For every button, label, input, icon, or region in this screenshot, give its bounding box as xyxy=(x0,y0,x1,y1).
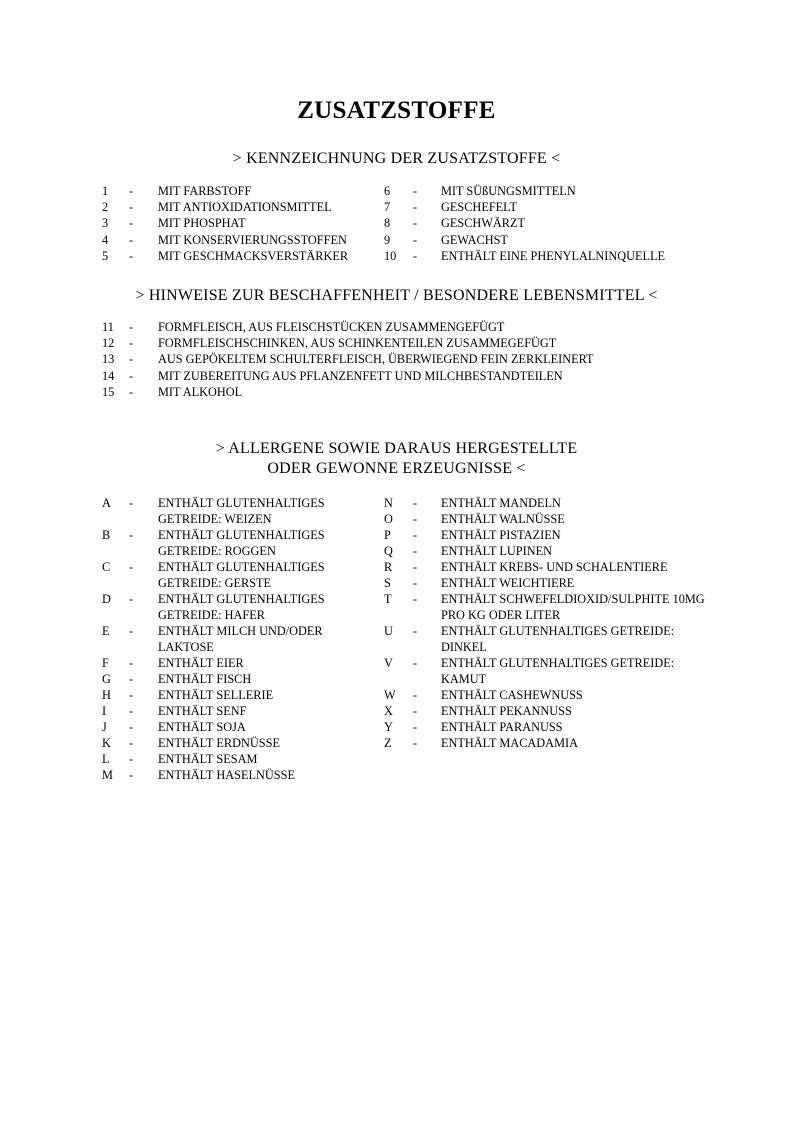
item-key: Z xyxy=(384,736,392,750)
item-key: 5 xyxy=(102,248,109,263)
item-text: GESCHWÄRZT xyxy=(441,216,526,231)
item-key: 12 xyxy=(102,336,115,351)
item-text: MIT ZUBEREITUNG AUS PFLANZENFETT UND MILCHBESTANDTEILEN xyxy=(158,368,563,383)
item-text: GETREIDE: ROGGEN xyxy=(158,544,276,558)
allergene-heading-line1: > ALLERGENE SOWIE DARAUS HERGESTELLTE xyxy=(215,440,578,457)
item-separator: - xyxy=(129,768,134,782)
item-separator: - xyxy=(413,688,418,702)
item-key: M xyxy=(102,768,113,782)
item-separator: - xyxy=(129,704,134,718)
item-text: ENTHÄLT LUPINEN xyxy=(441,544,553,558)
item-text: ENTHÄLT ERDNÜSSE xyxy=(158,736,280,750)
item-text: GESCHEFELT xyxy=(441,200,518,215)
item-key: Q xyxy=(384,544,393,558)
item-separator: - xyxy=(413,184,418,198)
item-separator: - xyxy=(413,656,418,670)
item-text: ENTHÄLT CASHEWNUSS xyxy=(441,688,583,702)
item-separator: - xyxy=(129,528,134,542)
item-key: 8 xyxy=(384,216,391,231)
item-text: ENTHÄLT SOJA xyxy=(158,720,246,734)
item-text: ENTHÄLT WEICHTIERE xyxy=(441,576,575,590)
item-text: PRO KG ODER LITER xyxy=(441,608,561,622)
item-key: 13 xyxy=(102,352,115,367)
item-separator: - xyxy=(413,704,418,718)
item-text: GETREIDE: WEIZEN xyxy=(158,512,272,526)
item-text: FORMFLEISCH, AUS FLEISCHSTÜCKEN ZUSAMMENGEFÜGT xyxy=(158,320,505,334)
item-text: DINKEL xyxy=(441,640,487,654)
item-text: ENTHÄLT SENF xyxy=(158,704,247,718)
item-text: MIT SÜßUNGSMITTELN xyxy=(441,184,576,198)
item-key: H xyxy=(102,688,111,702)
item-separator: - xyxy=(129,384,134,399)
item-separator: - xyxy=(413,576,418,590)
item-text: MIT GESCHMACKSVERSTÄRKER xyxy=(158,248,349,263)
item-key: N xyxy=(384,496,393,510)
item-text: ENTHÄLT GLUTENHALTIGES xyxy=(158,592,325,606)
item-separator: - xyxy=(413,528,418,542)
item-text: ENTHÄLT EINE PHENYLALNINQUELLE xyxy=(441,248,666,263)
item-key: 2 xyxy=(102,200,109,215)
item-key: T xyxy=(384,592,392,606)
item-key: 10 xyxy=(384,248,397,263)
item-text: ENTHÄLT KREBS- UND SCHALENTIERE xyxy=(441,560,668,574)
item-separator: - xyxy=(129,560,134,574)
item-separator: - xyxy=(129,656,134,670)
item-key: I xyxy=(102,704,107,718)
item-key: P xyxy=(384,528,391,542)
hinweise-heading: > HINWEISE ZUR BESCHAFFENHEIT / BESONDERE LEBENSMITTEL < xyxy=(135,287,658,304)
item-text: ENTHÄLT MANDELN xyxy=(441,496,561,510)
item-text: ENTHÄLT PARANUSS xyxy=(441,720,563,734)
item-key: U xyxy=(384,624,393,638)
item-key: X xyxy=(384,704,393,718)
item-separator: - xyxy=(413,560,418,574)
item-key: 4 xyxy=(102,232,109,247)
item-separator: - xyxy=(129,232,134,247)
item-text: ENTHÄLT GLUTENHALTIGES xyxy=(158,496,325,510)
item-text: ENTHÄLT MACADAMIA xyxy=(441,736,578,750)
item-separator: - xyxy=(129,352,134,367)
item-key: A xyxy=(102,496,111,510)
item-separator: - xyxy=(413,624,418,638)
item-text: GETREIDE: HAFER xyxy=(158,608,265,622)
item-text: ENTHÄLT SELLERIE xyxy=(158,688,274,702)
item-key: L xyxy=(102,752,110,766)
item-separator: - xyxy=(129,688,134,702)
item-separator: - xyxy=(413,248,418,263)
item-separator: - xyxy=(413,216,418,231)
item-separator: - xyxy=(413,200,418,215)
item-separator: - xyxy=(129,336,134,351)
item-key: 11 xyxy=(102,320,114,334)
item-text: MIT PHOSPHAT xyxy=(158,216,246,231)
item-text: MIT KONSERVIERUNGSSTOFFEN xyxy=(158,232,347,247)
item-text: ENTHÄLT PEKANNUSS xyxy=(441,704,572,718)
item-text: ENTHÄLT SESAM xyxy=(158,752,258,766)
item-separator: - xyxy=(413,232,418,247)
item-text: ENTHÄLT GLUTENHALTIGES xyxy=(158,528,325,542)
item-key: O xyxy=(384,512,393,526)
allergene-heading-line2: ODER GEWONNE ERZEUGNISSE < xyxy=(267,460,526,477)
item-separator: - xyxy=(129,184,134,198)
item-text: GEWACHST xyxy=(441,232,508,247)
item-separator: - xyxy=(129,592,134,606)
item-key: 14 xyxy=(102,368,115,383)
item-text: ENTHÄLT FISCH xyxy=(158,672,252,686)
item-key: F xyxy=(102,656,109,670)
item-text: MIT ALKOHOL xyxy=(158,384,243,399)
item-separator: - xyxy=(413,720,418,734)
item-separator: - xyxy=(129,672,134,686)
item-separator: - xyxy=(413,592,418,606)
item-separator: - xyxy=(129,200,134,215)
item-text: ENTHÄLT HASELNÜSSE xyxy=(158,768,295,782)
item-key: 6 xyxy=(384,184,391,198)
item-key: C xyxy=(102,560,111,574)
kennzeichnung-heading: > KENNZEICHNUNG DER ZUSATZSTOFFE < xyxy=(232,150,561,167)
item-text: AUS GEPÖKELTEM SCHULTERFLEISCH, ÜBERWIEGEND FEIN ZERKLEINERT xyxy=(158,352,594,367)
item-separator: - xyxy=(413,496,418,510)
item-key: 3 xyxy=(102,216,109,231)
item-key: 7 xyxy=(384,200,391,215)
item-separator: - xyxy=(413,736,418,750)
item-key: E xyxy=(102,624,110,638)
item-key: V xyxy=(384,656,393,670)
item-text: KAMUT xyxy=(441,672,487,686)
item-text: ENTHÄLT WALNÜSSE xyxy=(441,512,565,526)
item-separator: - xyxy=(413,512,418,526)
item-key: R xyxy=(384,560,393,574)
item-text: MIT FARBSTOFF xyxy=(158,184,252,198)
item-text: FORMFLEISCHSCHINKEN, AUS SCHINKENTEILEN ZUSAMMEGEFÜGT xyxy=(158,336,557,351)
page-title: ZUSATZSTOFFE xyxy=(297,97,496,124)
item-separator: - xyxy=(129,720,134,734)
item-separator: - xyxy=(129,320,134,334)
item-separator: - xyxy=(129,496,134,510)
item-text: MIT ANTIOXIDATIONSMITTEL xyxy=(158,200,332,215)
item-key: 15 xyxy=(102,384,115,399)
item-key: G xyxy=(102,672,111,686)
item-separator: - xyxy=(413,544,418,558)
item-separator: - xyxy=(129,624,134,638)
item-key: S xyxy=(384,576,391,590)
item-text: ENTHÄLT SCHWEFELDIOXID/SULPHITE 10MG xyxy=(441,592,705,606)
item-text: ENTHÄLT PISTAZIEN xyxy=(441,528,561,542)
item-key: Y xyxy=(384,720,393,734)
item-key: B xyxy=(102,528,111,542)
item-text: ENTHÄLT MILCH UND/ODER xyxy=(158,624,323,638)
item-key: D xyxy=(102,592,111,606)
item-key: 9 xyxy=(384,232,391,247)
item-key: 1 xyxy=(102,184,109,198)
item-text: ENTHÄLT GLUTENHALTIGES GETREIDE: xyxy=(441,656,675,670)
item-text: LAKTOSE xyxy=(158,640,214,654)
item-separator: - xyxy=(129,248,134,263)
item-separator: - xyxy=(129,736,134,750)
item-separator: - xyxy=(129,216,134,231)
item-separator: - xyxy=(129,752,134,766)
item-separator: - xyxy=(129,368,134,383)
item-text: ENTHÄLT EIER xyxy=(158,656,244,670)
item-key: J xyxy=(102,720,107,734)
item-key: K xyxy=(102,736,111,750)
item-key: W xyxy=(384,688,396,702)
item-text: ENTHÄLT GLUTENHALTIGES xyxy=(158,560,325,574)
item-text: GETREIDE: GERSTE xyxy=(158,576,272,590)
item-text: ENTHÄLT GLUTENHALTIGES GETREIDE: xyxy=(441,624,675,638)
